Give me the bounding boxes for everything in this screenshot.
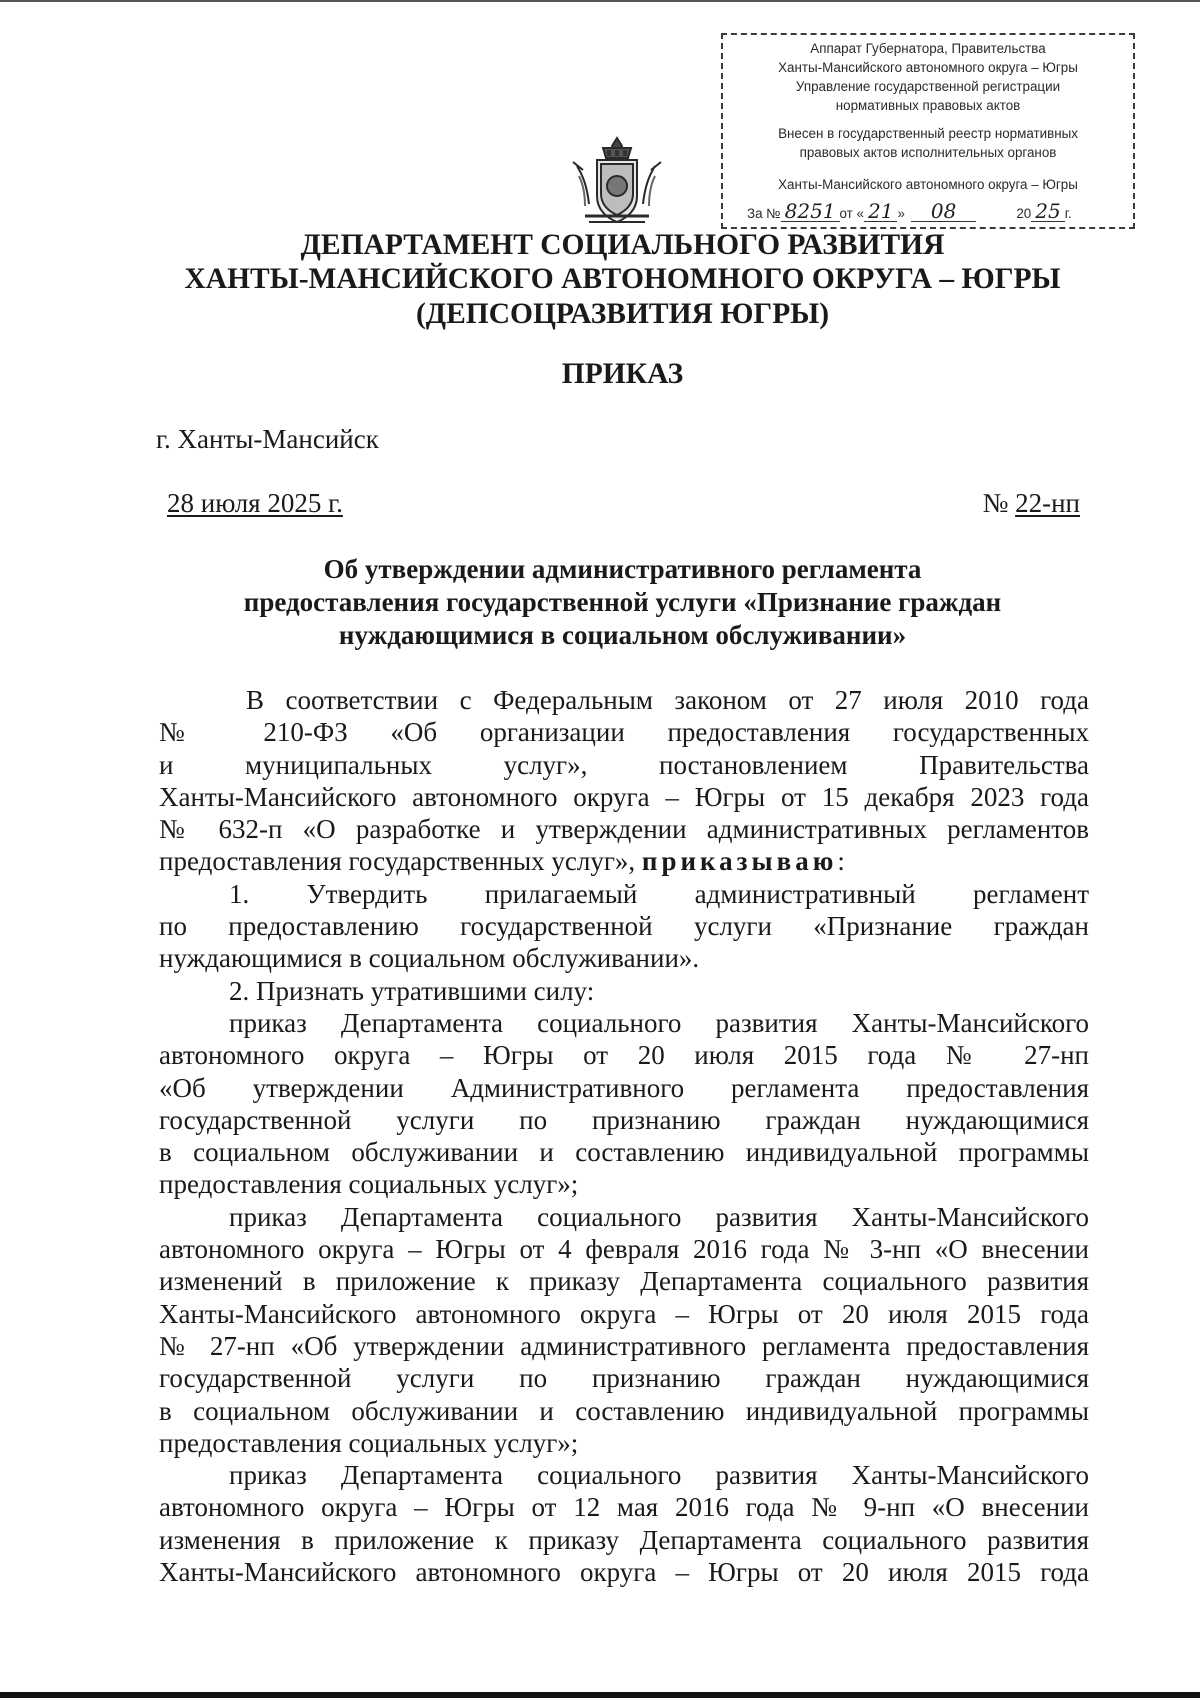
- stamp-reg-month: 08: [911, 201, 976, 222]
- body-line: изменений в приложение к приказу Департамента социального развития: [159, 1266, 1089, 1297]
- document-city: г. Ханты-Мансийск: [156, 424, 379, 454]
- stamp-reg-day: 21: [864, 201, 897, 222]
- stamp-reg-prefix: За №: [747, 206, 781, 221]
- body-line: [159, 845, 1089, 877]
- stamp-line: Ханты-Мансийского автономного округа – Югры: [778, 177, 1078, 192]
- body-line: В соответствии с Федеральным законом от 27 июля 2010 года: [246, 685, 1089, 715]
- registration-stamp: [721, 33, 1135, 229]
- body-line: автономного округа – Югры от 20 июля 2015 года № 27-нп: [159, 1040, 1089, 1071]
- body-line: Ханты-Мансийского автономного округа – Югры от 15 декабря 2023 года: [159, 781, 1089, 812]
- stamp-line: нормативных правовых актов: [835, 98, 1021, 113]
- department-title-line: ХАНТЫ-МАНСИЙСКОГО АВТОНОМНОГО ОКРУГА – ЮГРЫ: [184, 263, 1061, 295]
- department-abbreviation: (ДЕПСОЦРАЗВИТИЯ ЮГРЫ): [415, 298, 830, 330]
- scan-bottom-edge: [0, 1692, 1200, 1698]
- stamp-reg-from: от «: [839, 206, 864, 221]
- document-subject-line: нуждающимися в социальном обслуживании»: [338, 620, 907, 650]
- stamp-reg-year: 25: [1031, 201, 1064, 222]
- body-line: государственной услуги по признанию граждан нуждающимися: [159, 1104, 1089, 1135]
- body-line: по предоставлению государственной услуги «Признание граждан: [159, 911, 1089, 942]
- stamp-reg-year-prefix: 20: [1016, 206, 1032, 221]
- stamp-registration-line: [731, 201, 1072, 223]
- stamp-line: правовых актов исполнительных органов: [799, 145, 1057, 160]
- body-line: 2. Признать утратившими силу:: [229, 975, 595, 1006]
- document-number-label: №: [982, 488, 1009, 518]
- body-line: приказ Департамента социального развития Ханты-Мансийского: [229, 1460, 1089, 1491]
- body-line: 1. Утвердить прилагаемый административный регламент: [229, 878, 1089, 909]
- body-text: :: [837, 846, 845, 877]
- stamp-reg-quote: »: [897, 206, 905, 221]
- body-line: в социальном обслуживании и составлению индивидуальной программы: [159, 1395, 1089, 1426]
- body-line: нуждающимися в социальном обслуживании».: [159, 943, 700, 974]
- document-number: [983, 488, 1080, 519]
- body-line: № 210-ФЗ «Об организации предоставления государственных: [159, 717, 1089, 748]
- body-line: «Об утверждении Административного регламента предоставления: [159, 1072, 1089, 1103]
- document-subject-line: Об утверждении административного регламента: [323, 554, 922, 584]
- stamp-line: Ханты-Мансийского автономного округа – Югры: [778, 60, 1078, 75]
- stamp-reg-number: 8251: [781, 201, 840, 222]
- order-word: приказываю: [641, 846, 838, 877]
- body-line: Ханты-Мансийского автономного округа – Югры от 20 июля 2015 года: [159, 1557, 1089, 1588]
- body-line: в социальном обслуживании и составлению индивидуальной программы: [159, 1137, 1089, 1168]
- body-text: предоставления государственных услуг»,: [159, 846, 636, 877]
- body-line: и муниципальных услуг», постановлением Правительства: [159, 749, 1089, 780]
- body-line: № 632-п «О разработке и утверждении административных регламентов: [159, 814, 1089, 845]
- document-number-value: 22-нп: [1015, 488, 1080, 518]
- body-line: автономного округа – Югры от 4 февраля 2016 года № 3-нп «О внесении: [159, 1234, 1089, 1265]
- body-line: изменения в приложение к приказу Департамента социального развития: [159, 1524, 1089, 1555]
- body-line: предоставления социальных услуг»;: [159, 1427, 579, 1458]
- body-line: предоставления социальных услуг»;: [159, 1169, 579, 1200]
- stamp-line: Внесен в государственный реестр нормативных: [778, 126, 1078, 141]
- document-subject-line: предоставления государственной услуги «Признание граждан: [243, 587, 1002, 617]
- stamp-line: Аппарат Губернатора, Правительства: [810, 41, 1046, 56]
- document-type: ПРИКАЗ: [561, 358, 684, 390]
- document-body: [159, 684, 1089, 1588]
- scan-top-edge: [0, 0, 1200, 2]
- document-date: 28 июля 2025 г.: [167, 488, 343, 518]
- stamp-line: Управление государственной регистрации: [795, 79, 1061, 94]
- coat-of-arms-icon: [567, 136, 667, 228]
- body-line: государственной услуги по признанию граждан нуждающимися: [159, 1363, 1089, 1394]
- body-line: приказ Департамента социального развития Ханты-Мансийского: [229, 1201, 1089, 1232]
- department-title-line: ДЕПАРТАМЕНТ СОЦИАЛЬНОГО РАЗВИТИЯ: [300, 229, 945, 261]
- body-line: № 27-нп «Об утверждении административного регламента предоставления: [159, 1330, 1089, 1361]
- stamp-reg-year-suffix: г.: [1064, 206, 1072, 221]
- body-line: приказ Департамента социального развития Ханты-Мансийского: [229, 1007, 1089, 1038]
- body-line: автономного округа – Югры от 12 мая 2016 года № 9-нп «О внесении: [159, 1492, 1089, 1523]
- body-line: Ханты-Мансийского автономного округа – Югры от 20 июля 2015 года: [159, 1298, 1089, 1329]
